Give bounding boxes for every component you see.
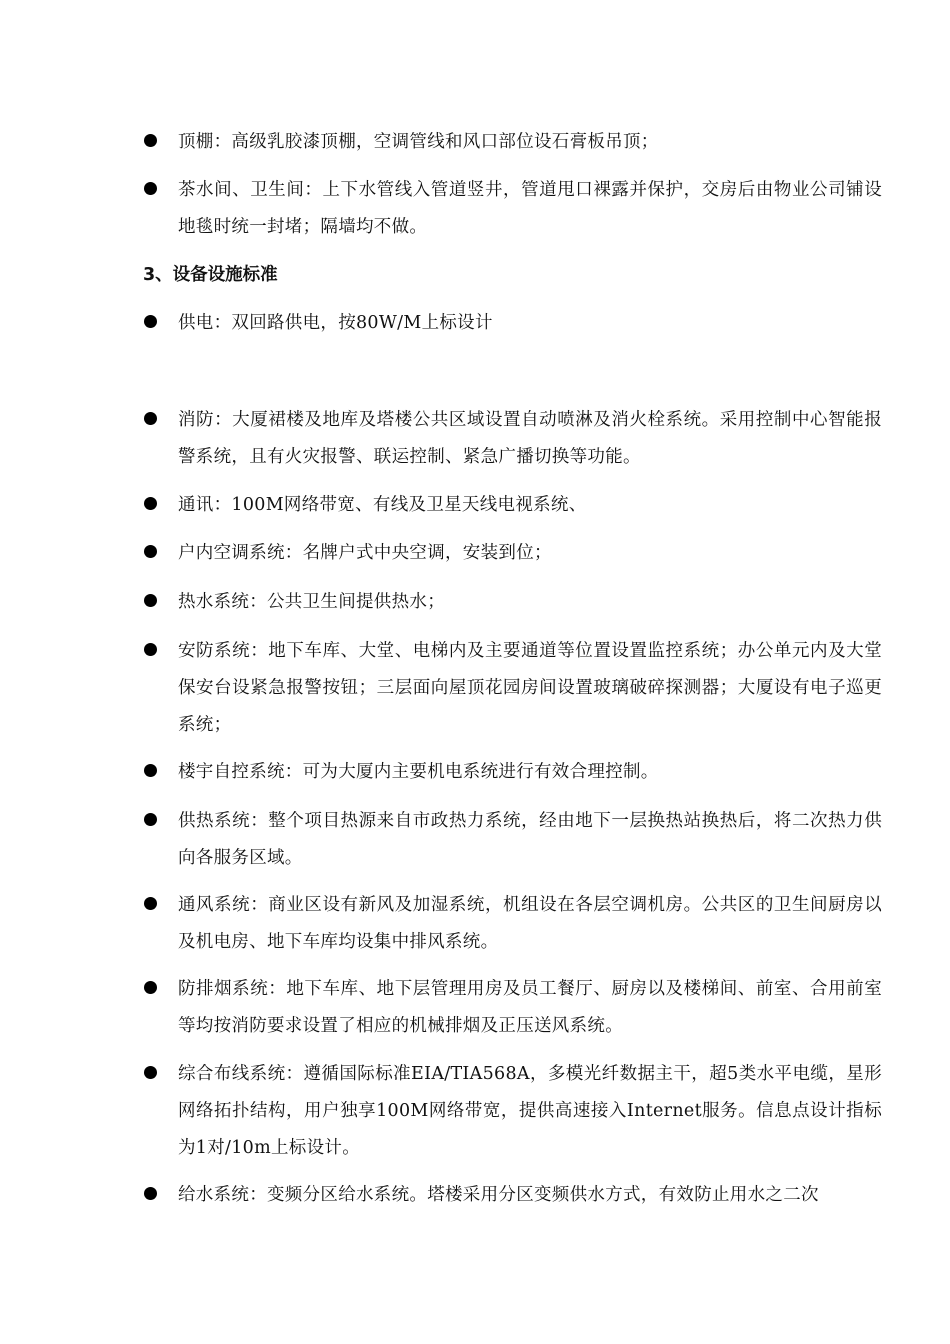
bullet-icon (144, 315, 157, 328)
list-item-ceiling (142, 124, 882, 161)
list-item-fire (142, 402, 882, 476)
list-item-cabling (142, 1056, 882, 1167)
list-item-text: 综合布线系统：遵循国际标准EIA/TIA568A，多模光纤数据主干，超5类水平电缆，星形网络拓扑结构，用户独享100M网络带宽，提供高速接入Internet服务。信息点设计指标为1对/10m上标设计。 (178, 1064, 882, 1158)
list-item-text: 供热系统：整个项目热源来自市政热力系统，经由地下一层换热站换热后，将二次热力供向各服务区域。 (178, 811, 882, 868)
bullet-icon (144, 545, 157, 558)
list-item-text: 茶水间、卫生间：上下水管线入管道竖井，管道甩口裸露并保护，交房后由物业公司铺设地毯时统一封堵；隔墙均不做。 (178, 180, 882, 237)
bullet-icon (144, 1066, 157, 1079)
list-item-text: 供电：双回路供电，按80W/M上标设计 (178, 313, 493, 333)
bullet-icon (144, 764, 157, 777)
bullet-icon (144, 981, 157, 994)
list-item-text: 消防：大厦裙楼及地库及塔楼公共区域设置自动喷淋及消火栓系统。采用控制中心智能报警系统，且有火灾报警、联运控制、紧急广播切换等功能。 (178, 410, 882, 467)
list-item-text: 热水系统：公共卫生间提供热水； (178, 592, 445, 612)
list-item-water-supply (142, 1177, 882, 1214)
list-item-text: 给水系统：变频分区给水系统。塔楼采用分区变频供水方式，有效防止用水之二次 (178, 1185, 819, 1205)
list-item-text: 通风系统：商业区设有新风及加湿系统，机组设在各层空调机房。公共区的卫生间厨房以及机电房、地下车库均设集中排风系统。 (178, 895, 882, 952)
list-item-power (142, 305, 882, 342)
list-item-smoke-control (142, 971, 882, 1045)
bullet-icon (144, 897, 157, 910)
list-item-text: 安防系统：地下车库、大堂、电梯内及主要通道等位置设置监控系统；办公单元内及大堂保安台设紧急报警按钮；三层面向屋顶花园房间设置玻璃破碎探测器；大厦设有电子巡更系统； (178, 641, 882, 735)
list-item-text: 防排烟系统：地下车库、地下层管理用房及员工餐厅、厨房以及楼梯间、前室、合用前室等均按消防要求设置了相应的机械排烟及正压送风系统。 (178, 979, 882, 1036)
list-item-air-conditioning (142, 535, 882, 572)
list-item-text: 楼宇自控系统：可为大厦内主要机电系统进行有效合理控制。 (178, 762, 659, 782)
bullet-icon (144, 643, 157, 656)
list-item-security (142, 633, 882, 744)
list-item-text: 通讯：100M网络带宽、有线及卫星天线电视系统、 (178, 495, 587, 515)
bullet-icon (144, 594, 157, 607)
bullet-icon (144, 497, 157, 510)
bullet-icon (144, 412, 157, 425)
list-item-heating (142, 803, 882, 877)
section-heading: 3、设备设施标准 (143, 265, 278, 285)
list-item-telecom (142, 487, 882, 524)
list-item-text: 户内空调系统：名牌户式中央空调，安装到位； (178, 543, 552, 563)
list-item-building-automation (142, 754, 882, 791)
list-item-text: 顶棚：高级乳胶漆顶棚，空调管线和风口部位设石膏板吊顶； (178, 132, 659, 152)
list-item-ventilation (142, 887, 882, 961)
bullet-icon (144, 134, 157, 147)
bullet-icon (144, 182, 157, 195)
bullet-icon (144, 813, 157, 826)
list-item-hot-water (142, 584, 882, 621)
list-item-pantry-restroom (142, 172, 882, 246)
bullet-icon (144, 1187, 157, 1200)
